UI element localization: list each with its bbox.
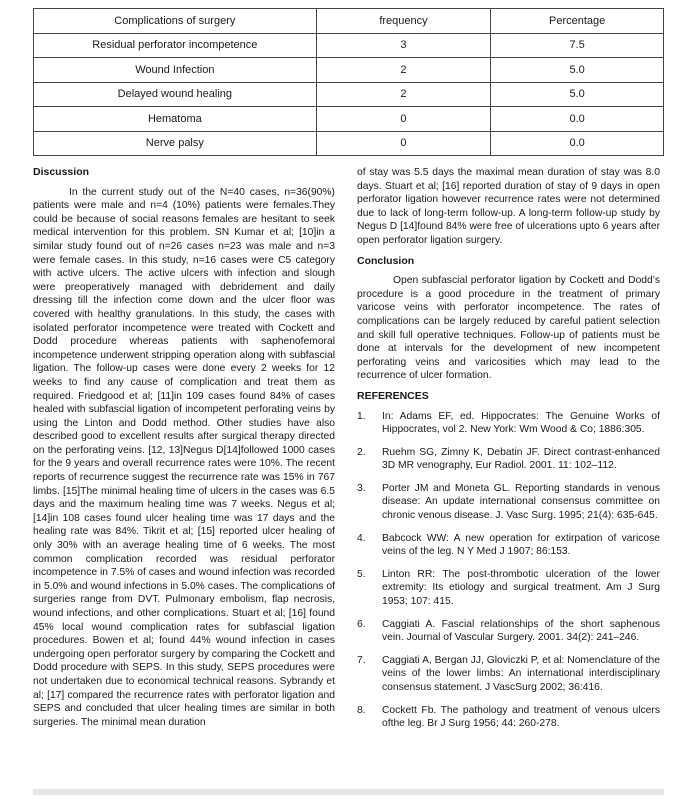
table-row xyxy=(34,131,664,156)
reference-number: 7. xyxy=(357,654,366,666)
cell-complication: Hematoma xyxy=(34,107,317,132)
references-heading: REFERENCES xyxy=(357,389,429,402)
reference-text: In: Adams EF, ed. Hippocrates: The Genuine Works of Hippocrates, vol 2. New York: Wm Wood & Co; 1886:305. xyxy=(382,410,660,436)
reference-item xyxy=(357,446,660,473)
header-percentage: Percentage xyxy=(491,9,664,34)
cell-frequency: 2 xyxy=(316,58,491,83)
table-row xyxy=(34,82,664,107)
reference-number: 4. xyxy=(357,532,366,544)
cell-percentage: 0.0 xyxy=(491,107,664,132)
table-row xyxy=(34,33,664,58)
discussion-continued-paragraph: of stay was 5.5 days the maximal mean duration of stay was 8.0 days. Stuart et al; [16] reported duration of stay of 9 days in open perforator ligation however recurrence rates were not determined due to lack of long-term follow-up. A long-term follow-up study by Negus D [14]found 84% were free of ulcerations upto 6 years after open perforator ligation surgery. xyxy=(357,167,660,246)
reference-number: 5. xyxy=(357,568,366,580)
page-footer-bar xyxy=(33,789,664,795)
cell-percentage: 5.0 xyxy=(491,82,664,107)
right-column xyxy=(357,166,660,740)
complications-table-container xyxy=(33,8,664,156)
reference-item xyxy=(357,618,660,645)
discussion-paragraph: In the current study out of the N=40 cases, n=36(90%) patients were male and n=4 (10%) patients were females.They could be because of social reasons females are hesitant to seek medical intervention for this problem. SN Kumar et al; [10]in a similar study found out of n=26 cases n=23 was male and n=3 were female cases. In this study, n=16 cases were C5 category with active ulcers. The active ulcers with infection and slough were preoperatively managed with debridement and daily dressing till the infection come down and the ulcer floor was covered with healthy granulations. In this study, the cases with isolated perforator incompetence were treated with Cockett and Dodd procedure whereas patients with saphenofemoral incompetence underwent stripping operation along with subfascial ligation. The follow-up cases were done every 2 weeks for 12 weeks to find any cause of complication and treat them as required. Friedgood et al; [11]in 109 cases found 84% of cases healed with subfascial ligation of incompetent perforating veins by using the Linton and Dodd method. Other studies have also described good to excellent results after surgical therapy directed on the perforating veins. [12, 13]Negus D[14]followed 1000 cases for the 9 years and overall recurrence rates were 10%. The recent reports of recurrence suggest the recurrence rate was 15% in 767 limbs. [15]The minimal healing time of ulcers in the cases was 6.5 days and the maximum healing time was 7 weeks. Negus et al; [14]in 108 cases found ulcer healing time was 17 days and the healing rate was 84%. Tikrit et al; [15] reported ulcer healing of only 30% with an average healing time of 6 weeks. The most common complication recorded was residual perforator incompetence in 7.5% of cases and wound infection was recorded in 5.0% and wound infections in 5.0% cases. The complications of surgeries range from DVT. Pulmonary embolism, flap necrosis, wound infections, and other complications. Stuart et al; [16] found 45% local wound complication rates for subfascial ligation procedures. Bowen et al; found 44% wound infection in cases undergoing open perforator surgery by comparing the Cockett and Dodd procedure with SEPS. In this study, SEPS procedures were not undertaken due to economical technical reasons. Sybrandy et al; [17] compared the recurrence rates with perforator ligation and SEPS and concluded that ulcer healing times are similar in both surgeries. The minimal mean duration xyxy=(33,186,335,728)
complications-table xyxy=(33,8,664,156)
table-row xyxy=(34,58,664,83)
reference-item xyxy=(357,482,660,523)
reference-number: 8. xyxy=(357,704,366,716)
reference-text: Caggiati A, Bergan JJ, Gloviczki P, et al: Nomenclature of the veins of the lower limbs: An international interdisciplinary consensus statement. J VascSurg 2002; 36:416. xyxy=(382,654,660,693)
left-column xyxy=(33,166,335,729)
cell-complication: Wound Infection xyxy=(34,58,317,83)
cell-percentage: 5.0 xyxy=(491,58,664,83)
reference-number: 1. xyxy=(357,410,366,422)
reference-text: Porter JM and Moneta GL. Reporting standards in venous disease: An update international consensus committee on chronic venous disease. J. Vasc Surg. 1995; 21(4): 635-645. xyxy=(382,482,660,522)
reference-number: 6. xyxy=(357,618,366,630)
header-frequency: frequency xyxy=(316,9,491,34)
cell-complication: Nerve palsy xyxy=(34,131,317,156)
references-list xyxy=(357,410,660,731)
reference-text: Linton RR: The post-thrombotic ulceration of the lower extremity: Its etiology and surgical treatment. Am J Surg 1953; 107: 415. xyxy=(382,568,660,608)
conclusion-paragraph: Open subfascial perforator ligation by Cockett and Dodd’s procedure is a good procedure in the treatment of primary varicose veins with perforator incompetence. The rates of complications can be largely reduced by careful patient selection and skill full operative techniques. Follow-up of patients must be done at intervals for the development of new incompetent perforating veins and varicosities which may lead to the recurrence of ulcer formation. xyxy=(357,275,660,382)
reference-text: Ruehm SG, Zimny K, Debatin JF. Direct contrast-enhanced 3D MR venography, Eur Radiol. 2001. 11: 102–112. xyxy=(382,446,660,472)
reference-item xyxy=(357,654,660,695)
reference-item xyxy=(357,532,660,559)
discussion-heading: Discussion xyxy=(33,166,90,178)
header-complication: Complications of surgery xyxy=(34,9,317,34)
table-header-row xyxy=(34,9,664,34)
reference-text: Caggiati A. Fascial relationships of the short saphenous vein. Journal of Vascular Surgery. 2001. 34(2): 241–246. xyxy=(382,618,660,644)
reference-item xyxy=(357,704,660,731)
cell-percentage: 0.0 xyxy=(491,131,664,156)
reference-number: 2. xyxy=(357,446,366,458)
cell-complication: Residual perforator incompetence xyxy=(34,33,317,58)
reference-item xyxy=(357,568,660,609)
table-row xyxy=(34,107,664,132)
cell-frequency: 0 xyxy=(316,131,491,156)
cell-percentage: 7.5 xyxy=(491,33,664,58)
cell-complication: Delayed wound healing xyxy=(34,82,317,107)
reference-text: Babcock WW: A new operation for extirpation of varicose veins of the leg. N Y Med J 1907; 86:153. xyxy=(382,532,660,558)
reference-item xyxy=(357,410,660,437)
cell-frequency: 0 xyxy=(316,107,491,132)
cell-frequency: 3 xyxy=(316,33,491,58)
reference-text: Cockett Fb. The pathology and treatment of venous ulcers ofthe leg. Br J Surg 1956; 44: 260-278. xyxy=(382,704,660,730)
conclusion-heading: Conclusion xyxy=(357,254,415,267)
reference-number: 3. xyxy=(357,482,366,494)
cell-frequency: 2 xyxy=(316,82,491,107)
